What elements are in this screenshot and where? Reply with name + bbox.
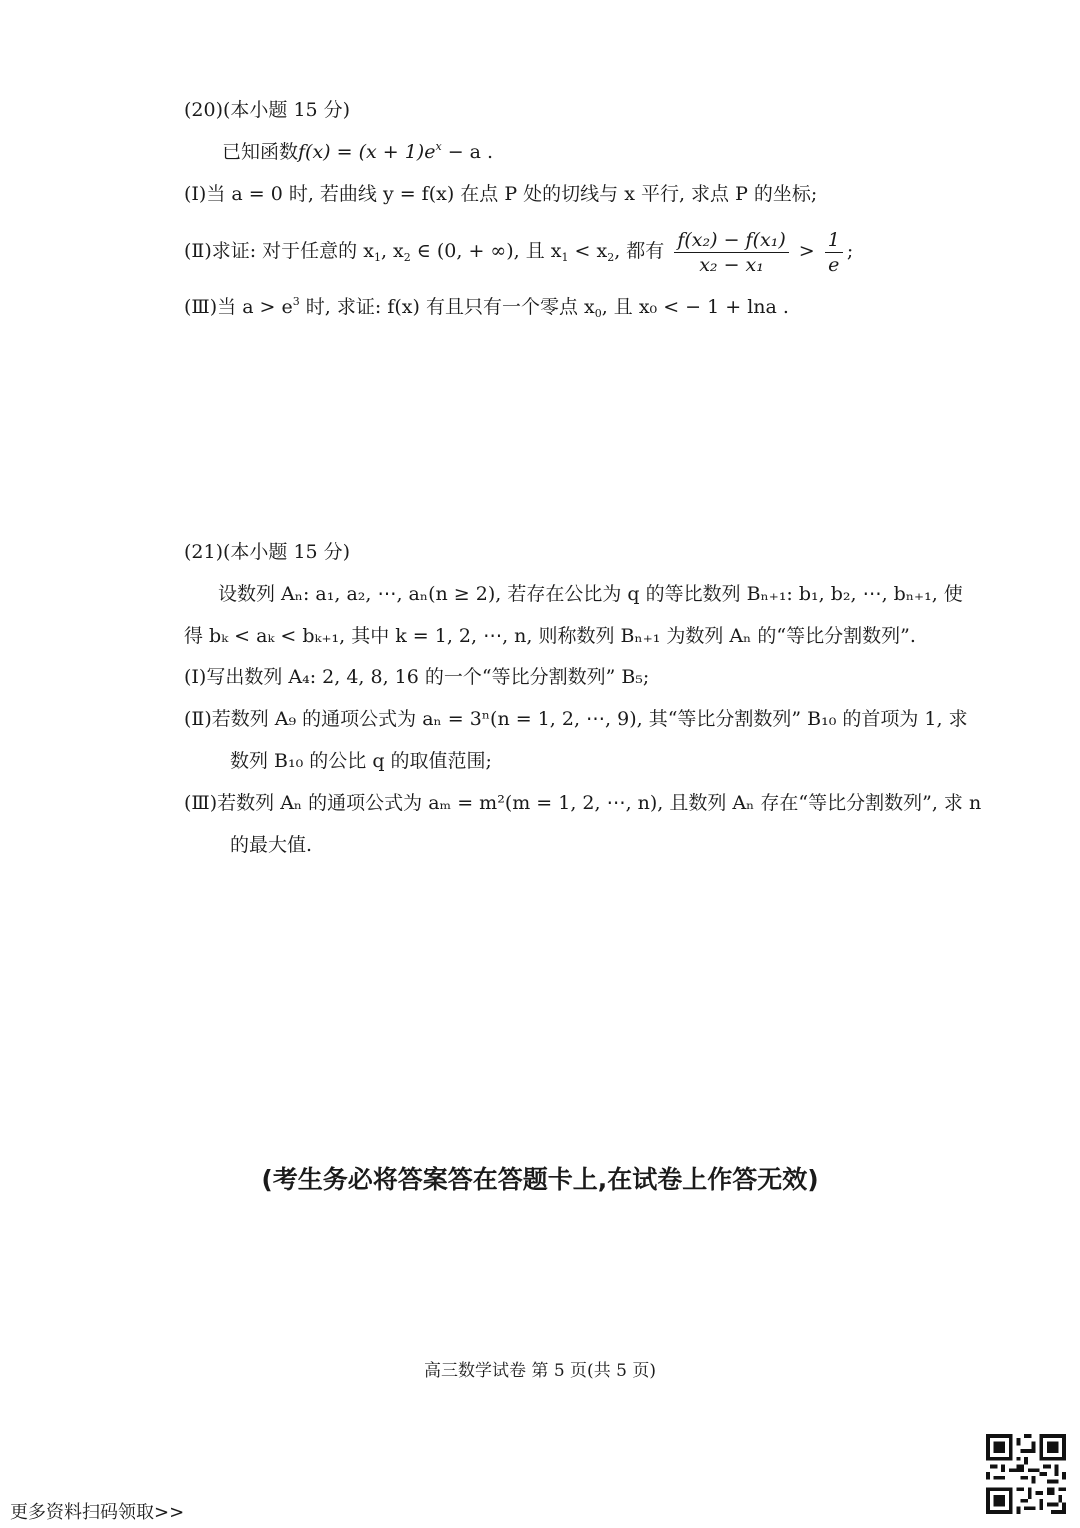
q20-header: (20)(本小题 15 分) [184, 99, 351, 121]
q20-p3-exp: 3 [292, 295, 300, 308]
q20-stem-exp: x [435, 140, 442, 153]
q20-p2-tail: , 都有 [614, 240, 665, 262]
q21-header: (21)(本小题 15 分) [184, 541, 351, 563]
q20-p2-denominator2: e [828, 253, 840, 276]
q20-p2-numerator2: 1 [825, 229, 843, 253]
qr-code-icon[interactable] [986, 1434, 1066, 1514]
q21-part1: (Ⅰ)写出数列 A₄: 2, 4, 8, 16 的一个“等比分割数列” B₅; [184, 666, 650, 688]
q20-p2-lt: < x [568, 240, 608, 262]
q21-part2-line2: 数列 B₁₀ 的公比 q 的取值范围; [230, 750, 492, 772]
q20-p3-prefix: (Ⅲ)当 a > e [184, 296, 293, 318]
q20-part3 [184, 295, 789, 319]
q20-stem-func: f(x) = (x + 1)e [298, 141, 436, 163]
q20-part2: (Ⅱ)求证: 对于任意的 $x_1$, $x_2$ ∈ (0, + ∞), 且 $x_1 < x_2$, 都有 $\frac{\text{f(x₂) − f(x₁)}}{\text{x₂ − x₁}}$ > $\frac{1}{e}$ ; [184, 228, 854, 276]
q21-stem-line2: 得 bₖ < aₖ < bₖ₊₁, 其中 k = 1, 2, ⋯, n, 则称数列 Bₙ₊₁ 为数列 Aₙ 的“等比分割数列”. [184, 625, 916, 647]
q20-p2-prefix: (Ⅱ)求证: 对于任意的 x [184, 240, 374, 262]
q21-part3-line2: 的最大值. [230, 834, 313, 856]
q20-stem-prefix: 已知函数 [222, 141, 299, 163]
q21-part2-line1: (Ⅱ)若数列 A₉ 的通项公式为 aₙ = 3ⁿ(n = 1, 2, ⋯, 9), 其“等比分割数列” B₁₀ 的首项为 1, 求 [184, 708, 968, 730]
q20-p2-range: ∈ (0, + ∞), 且 x [410, 240, 562, 262]
q20-p3-mid: 时, 求证: f(x) 有且只有一个零点 x [299, 296, 595, 318]
q21-part3-line1: (Ⅲ)若数列 Aₙ 的通项公式为 aₘ = m²(m = 1, 2, ⋯, n), 且数列 Aₙ 存在“等比分割数列”, 求 n [184, 792, 982, 814]
q20-stem [222, 140, 493, 164]
q20-p2-gt: > [792, 240, 821, 262]
q20-p2-end: ; [846, 240, 854, 262]
q20-p3-sub: 0 [594, 307, 602, 320]
q20-p2-fraction2 [825, 229, 843, 276]
q20-stem-suffix: − a . [441, 141, 494, 163]
q20-part1: (Ⅰ)当 a = 0 时, 若曲线 y = f(x) 在点 P 处的切线与 x 平行, 求点 P 的坐标; [184, 183, 818, 205]
q20-p3-tail: , 且 x₀ < − 1 + lna . [601, 296, 789, 318]
q20-p2-numerator: f(x₂) − f(x₁) [674, 229, 788, 253]
page-footer: 高三数学试卷 第 5 页(共 5 页) [424, 1361, 656, 1381]
q20-p2-denominator: x₂ − x₁ [699, 253, 764, 276]
answer-notice: (考生务必将答案答在答题卡上,在试卷上作答无效) [261, 1165, 819, 1194]
q20-p2-fraction [674, 229, 788, 276]
q20-p2-mid: , x [380, 240, 404, 262]
promo-link[interactable]: 更多资料扫码领取>> [10, 1502, 185, 1523]
q21-stem-line1: 设数列 Aₙ: a₁, a₂, ⋯, aₙ(n ≥ 2), 若存在公比为 q 的等比数列 Bₙ₊₁: b₁, b₂, ⋯, bₙ₊₁, 使 [218, 583, 963, 605]
